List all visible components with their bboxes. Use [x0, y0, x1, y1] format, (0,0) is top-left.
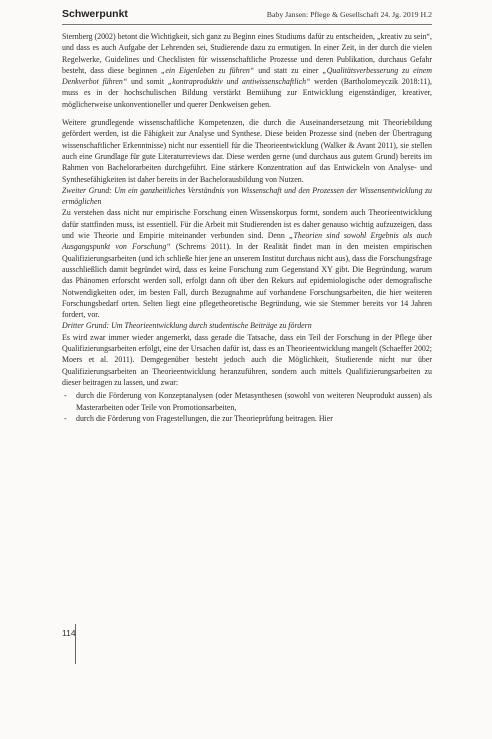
body-text	[62, 31, 432, 424]
list-item: - durch die Förderung von Fragestellungen, die zur Theorieprüfung beitragen. Hier	[62, 413, 432, 424]
subheading-second-reason: Zweiter Grund: Um ein ganzheitliches Verständnis von Wissenschaft und den Prozessen der Wissensentwicklung zu ermöglichen	[62, 185, 432, 207]
paragraph-4: Es wird zwar immer wieder angemerkt, dass gerade die Tatsache, dass ein Teil der Forschung in der Pflege über Qualifizierungsarbeiten erfolgt, eine der Ursachen dafür ist, dass es an Theorieentwicklung mangelt (Schaeffer 2002; Moers et al. 2011). Demgegenüber besteht jedoch auch die Möglichkeit, Studierende nicht nur über Qualifizierungsarbeiten an Theorieentwicklung heranzuführen, sondern auch mittels Qualifizierungsarbeiten zu dieser beitragen zu lassen, und zwar:	[62, 332, 432, 387]
list-item: - durch die Förderung von Konzeptanalysen (oder Metasynthesen (sowohl von weiteren Neuprodukt aussen) als Masterarbeiten oder Teile von Promotionsarbeiten,	[62, 390, 432, 413]
page-number: 114	[62, 628, 76, 638]
paragraph-1: Sternberg (2002) betont die Wichtigkeit, sich ganz zu Beginn eines Studiums dafür zu entscheiden, „kreativ zu sein“, und dass es auch Aufgabe der Lehrenden sei, Studierende dazu zu ermutigen. In einer Zeit, in der durch die vielen Regelwerke, Guidelines und Checklisten für wissenschaftliche Prozesse und deren Publikation, durchaus Gefahr besteht, dass diese beginnen „ein Eigenleben zu führen“ und statt zu einer „Qualitätsverbesserung zu einem Denkverbot führen“ und somit „kontraproduktiv und antiwissenschaftlich“ werden (Bartholomeyczik 2018:11), muss es in der hochschulischen Bildung verstärkt Bemühung zur Entwicklung eigenständiger, kreativer, möglicherweise unkonventioneller und querer Denkweisen geben.	[62, 32, 433, 109]
paragraph-2: Weitere grundlegende wissenschaftliche Kompetenzen, die durch die Auseinandersetzung mit Theoriebildung gefördert werden, ist die Fähigkeit zur Analyse und Synthese. Diese beiden Prozesse sind (neben der Übertragung wissenschaftlicher Erkenntnisse) nicht nur essentiell für die Theorieentwicklung (Walker & Avant 2011), sie stellen auch eine Grundlage für gute Literaturreviews dar. Diese werden gerne (und durchaus aus gutem Grund) bereits im Rahmen von Bachelorarbeiten durchgeführt. Eine stärkere Konzentration auf das Entwickeln von Analyse- und Synthesefähigkeiten ist daher bereits in der Bachelorausbildung von Nutzen.	[62, 118, 432, 184]
paragraph-3: Zu verstehen dass nicht nur empirische Forschung einen Wissenskorpus formt, sondern auch Theorieentwicklung dafür stattfinden muss, ist essentiell. Für die Arbeit mit Studierenden ist es daher genauso wichtig aufzuzeigen, dass und wie Theorie und Empirie miteinander verbunden sind. Denn „Theorien sind sowohl Ergebnis als auch Ausgangspunkt von Forschung“ (Schrems 2011). In der Realität findet man in den meisten empirischen Qualifizierungsarbeiten (und ich schließe hier jene an unserem Institut durchaus nicht aus), dass die Forschungsfrage ausschließlich damit begründet wird, dass es keine Forschung zum Gegenstand XY gibt. Die Begründung, warum das Phänomen erforscht werden soll, erfolgt dann oft über den Rekurs auf epidemiologische oder demografische Notwendigkeiten oder, im besten Fall, durch Bezugnahme auf vorhandene Forschungsarbeiten, die hier weiteren Forschungsbedarf orten. Selten liegt eine pflegetheoretische Begründung, wie sie Stemmer bereits vor 14 Jahren fordert, vor.	[62, 208, 432, 320]
running-header	[62, 8, 432, 24]
header-rule	[62, 24, 432, 25]
journal-citation: Baby Jansen: Pflege & Gesellschaft 24. Jg. 2019 H.2	[266, 10, 432, 19]
section-label: Schwerpunkt	[62, 8, 128, 20]
subheading-third-reason: Dritter Grund: Um Theorieentwicklung durch studentische Beiträge zu fördern	[62, 321, 312, 331]
contribution-list	[62, 390, 432, 424]
